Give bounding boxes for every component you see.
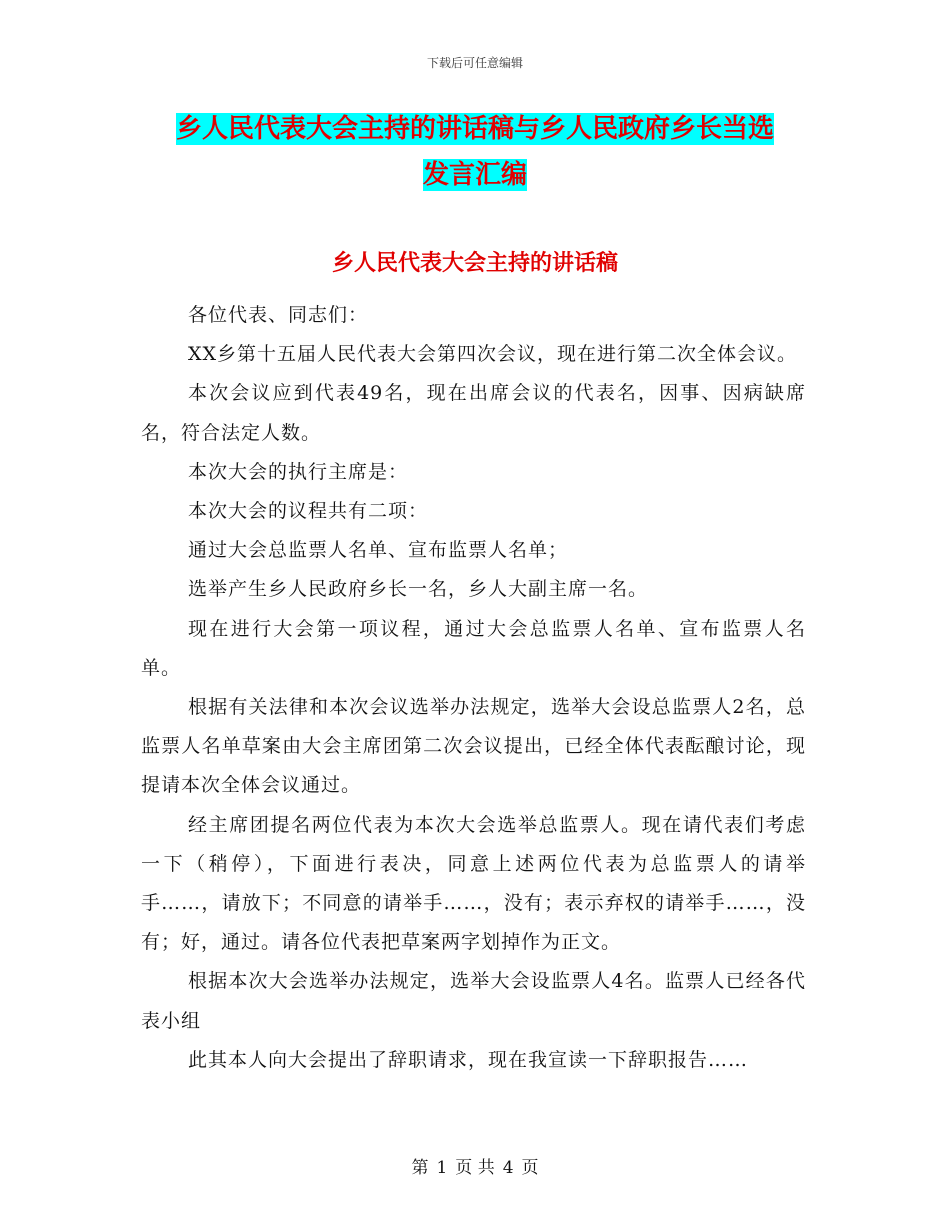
paragraph: 本次大会的议程共有二项：	[188, 500, 429, 523]
paragraph: 现在进行大会第一项议程，通过大会总监票人名单、宣布监票人名单。	[141, 617, 806, 679]
paragraph: 通过大会总监票人名单、宣布监票人名单；	[188, 539, 569, 562]
paragraph: 本次会议应到代表49名，现在出席会议的代表名，因事、因病缺席名，符合法定人数。	[141, 382, 806, 444]
paragraph: XX乡第十五届人民代表大会第四次会议，现在进行第二次全体会议。	[188, 343, 798, 366]
paragraph: 选举产生乡人民政府乡长一名，乡人大副主席一名。	[188, 578, 649, 601]
paragraph: 此其本人向大会提出了辞职请求，现在我宣读一下辞职报告……	[188, 1048, 749, 1071]
paragraph: 本次大会的执行主席是：	[188, 460, 409, 483]
page-label-suffix: 页	[521, 1158, 539, 1178]
header-note: 下载后可任意编辑	[426, 56, 523, 70]
paragraph: 根据有关法律和本次会议选举办法规定，选举大会设总监票人2名，总监票人名单草案由大会主席团第二次会议提出，已经全体代表酝酿讨论，现提请本次全体会议通过。	[141, 696, 806, 797]
total-pages: 4	[502, 1158, 514, 1178]
page-number: 1	[436, 1158, 448, 1178]
page-label-prefix: 第	[411, 1158, 429, 1178]
paragraph: 根据本次大会选举办法规定，选举大会设监票人4名。监票人已经各代表小组	[141, 970, 806, 1032]
paragraph: 经主席团提名两位代表为本次大会选举总监票人。现在请代表们考虑一下（稍停），下面进行表决，同意上述两位代表为总监票人的请举手……，请放下；不同意的请举手……，没有；表示弃权的请举手……，没有；好，通过。请各位代表把草案两字划掉作为正文。	[141, 813, 806, 954]
document-title-line-2: 发言汇编	[422, 160, 527, 190]
document-body	[141, 296, 806, 1080]
document-title	[140, 106, 810, 198]
page-label-mid: 页 共	[455, 1158, 495, 1178]
paragraph-greeting: 各位代表、同志们：	[188, 304, 369, 326]
document-title-line-1: 乡人民代表大会主持的讲话稿与乡人民政府乡长当选	[175, 114, 774, 144]
section-title: 乡人民代表大会主持的讲话稿	[331, 251, 618, 276]
page-footer	[0, 1153, 950, 1178]
